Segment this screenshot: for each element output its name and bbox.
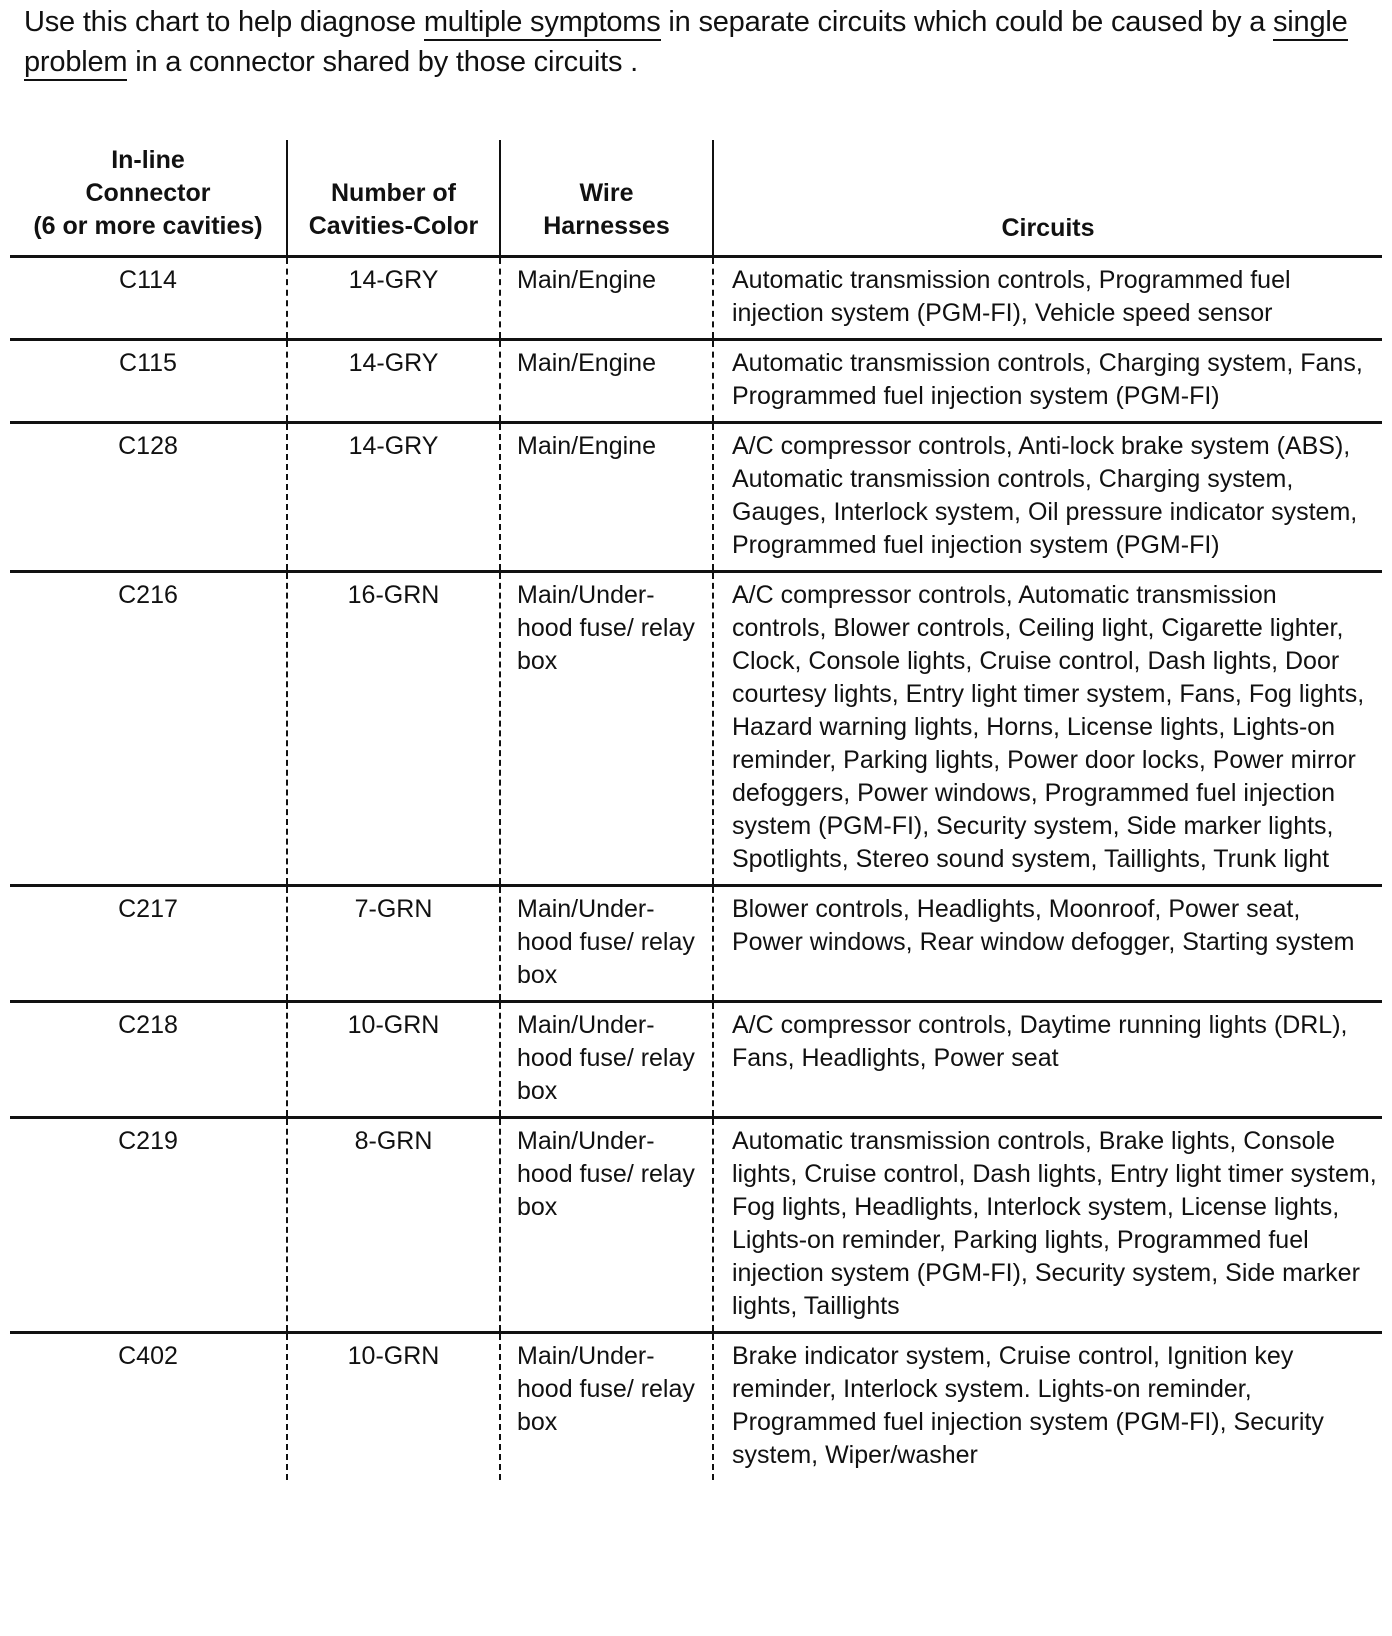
cell-connector: C216 bbox=[10, 572, 287, 886]
table-row bbox=[10, 257, 1382, 340]
cell-cavities: 16-GRN bbox=[287, 572, 500, 886]
table-row bbox=[10, 423, 1382, 572]
cell-circuits: Automatic transmission controls, Programmed fuel injection system (PGM-FI), Vehicle speed sensor bbox=[713, 257, 1382, 340]
intro-part-1: Use this chart to help diagnose bbox=[24, 6, 424, 38]
cell-cavities: 7-GRN bbox=[287, 886, 500, 1002]
intro-emphasis-single-problem: single problem bbox=[24, 6, 1348, 81]
intro-emphasis-multiple-symptoms: multiple symptoms bbox=[424, 6, 661, 41]
cell-cavities: 14-GRY bbox=[287, 257, 500, 340]
cell-harness: Main/Under-hood fuse/ relay box bbox=[500, 572, 713, 886]
header-connector-line-1: In-line bbox=[111, 146, 185, 174]
cell-cavities: 10-GRN bbox=[287, 1333, 500, 1481]
cell-circuits: Blower controls, Headlights, Moonroof, Power seat, Power windows, Rear window defogger, Starting system bbox=[713, 886, 1382, 1002]
header-cavities bbox=[287, 140, 500, 257]
table-header-row bbox=[10, 140, 1382, 257]
header-harness-line-2: Harnesses bbox=[543, 212, 670, 240]
table-row bbox=[10, 1002, 1382, 1118]
header-circuits: Circuits bbox=[713, 140, 1382, 257]
cell-harness: Main/Under-hood fuse/ relay box bbox=[500, 1333, 713, 1481]
cell-cavities: 8-GRN bbox=[287, 1118, 500, 1333]
cell-harness: Main/Engine bbox=[500, 257, 713, 340]
cell-connector: C217 bbox=[10, 886, 287, 1002]
cell-connector: C219 bbox=[10, 1118, 287, 1333]
header-cavities-line-1: Number of bbox=[331, 179, 456, 207]
cell-connector: C218 bbox=[10, 1002, 287, 1118]
header-connector-line-3: (6 or more cavities) bbox=[33, 212, 263, 240]
cell-cavities: 14-GRY bbox=[287, 423, 500, 572]
cell-cavities: 14-GRY bbox=[287, 340, 500, 423]
cell-circuits: Automatic transmission controls, Charging system, Fans, Programmed fuel injection system (PGM-FI) bbox=[713, 340, 1382, 423]
header-harness bbox=[500, 140, 713, 257]
cell-circuits: Brake indicator system, Cruise control, Ignition key reminder, Interlock system. Lights-on reminder, Programmed fuel injection system (PGM-FI), Security system, Wiper/washer bbox=[732, 1342, 1324, 1469]
intro-part-3: in a connector shared by those circuits . bbox=[127, 46, 639, 78]
cell-harness: Main/Under-hood fuse/ relay box bbox=[500, 1118, 713, 1333]
table-row bbox=[10, 1333, 1382, 1481]
header-connector-line-2: Connector bbox=[85, 179, 211, 207]
header-connector bbox=[10, 140, 287, 257]
header-cavities-line-2: Cavities-Color bbox=[308, 212, 479, 240]
cell-harness: Main/Under-hood fuse/ relay box bbox=[500, 886, 713, 1002]
cell-circuits: Automatic transmission controls, Brake lights, Console lights, Cruise control, Dash lights, Entry light timer system, Fog lights, Headlights, Interlock system, License lights, Lights-on reminder, Parking lights, Programmed fuel injection system (PGM-FI), Security system, Side marker lights, Taillights bbox=[713, 1118, 1382, 1333]
cell-connector: C115 bbox=[10, 340, 287, 423]
cell-circuits: A/C compressor controls, Automatic transmission controls, Blower controls, Ceiling light, Cigarette lighter, Clock, Console lights, Cruise control, Dash lights, Door courtesy lights, Entry light timer system, Fans, Fog lights, Hazard warning lights, Horns, License lights, Lights-on reminder, Parking lights, Power door locks, Power mirror defoggers, Power windows, Programmed fuel injection system (PGM-FI), Security system, Side marker lights, Spotlights, Stereo sound system, Taillights, Trunk light bbox=[713, 572, 1382, 886]
table-row bbox=[10, 1118, 1382, 1333]
table-row bbox=[10, 886, 1382, 1002]
header-harness-line-1: Wire bbox=[579, 179, 634, 207]
intro-part-2: in separate circuits which could be caused by a bbox=[660, 6, 1273, 38]
cell-harness: Main/Engine bbox=[500, 340, 713, 423]
table-row bbox=[10, 340, 1382, 423]
cell-connector: C128 bbox=[10, 423, 287, 572]
cell-circuits: A/C compressor controls, Anti-lock brake system (ABS), Automatic transmission controls, Charging system, Gauges, Interlock system, Oil pressure indicator system, Programmed fuel injection system (PGM-FI) bbox=[713, 423, 1382, 572]
cell-cavities: 10-GRN bbox=[287, 1002, 500, 1118]
connector-table bbox=[10, 140, 1382, 1480]
cell-harness: Main/Under-hood fuse/ relay box bbox=[500, 1002, 713, 1118]
cell-circuits: A/C compressor controls, Daytime running lights (DRL), Fans, Headlights, Power seat bbox=[713, 1002, 1382, 1118]
cell-connector: C114 bbox=[10, 257, 287, 340]
connector-table-wrapper bbox=[10, 140, 1382, 1480]
cell-harness: Main/Engine bbox=[500, 423, 713, 572]
cell-connector: C402 bbox=[10, 1333, 287, 1481]
table-row bbox=[10, 572, 1382, 886]
intro-text bbox=[24, 2, 1384, 82]
